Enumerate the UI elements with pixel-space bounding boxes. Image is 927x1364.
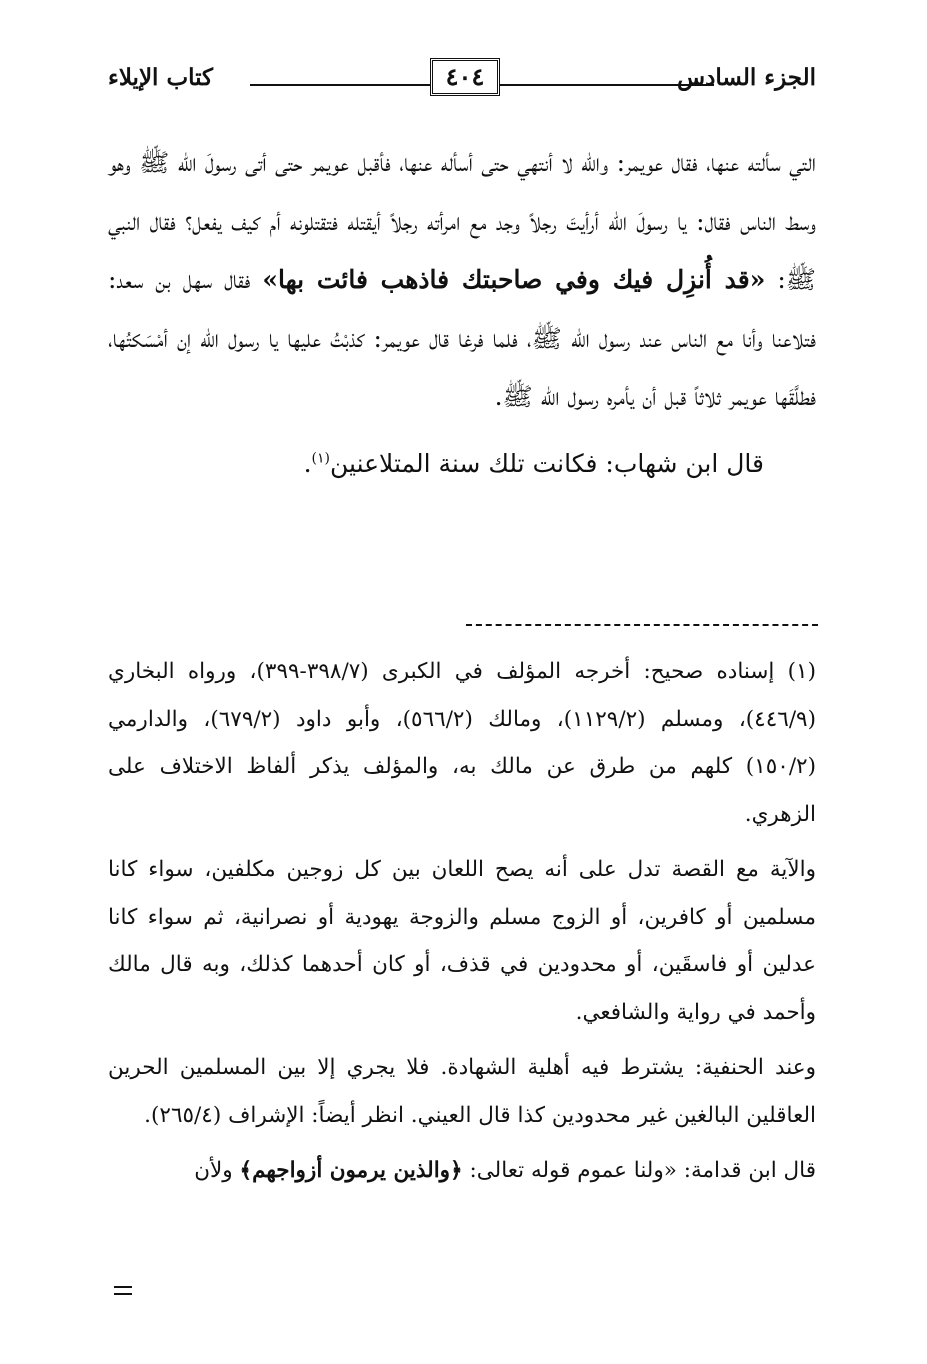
- header-part-title: الجزء السادس: [677, 64, 816, 91]
- continuation-bar-bottom: [114, 1293, 132, 1295]
- hadith-text-2: فقال سهل بن سعد: فتلاعنا وأنا مع الناس عند رسول الله ﷺ، فلما فرغا قال عويمر: كذبْتُ عليها يا رسول الله إن أمْسَكتُها، فطلَّقَها عويمر ثلاثاً قبل أن يأمره رسول الله ﷺ.: [108, 265, 816, 411]
- paragraph-ibn-shihab: [108, 435, 816, 494]
- page-header: [108, 58, 816, 102]
- paragraph-hadith: [108, 134, 816, 427]
- quran-quote: ﴿والذين يرمون أزواجهم﴾: [239, 1158, 463, 1183]
- footnote-ref-1[interactable]: (١): [311, 450, 331, 467]
- header-book-title: كتاب الإيلاء: [108, 64, 214, 91]
- footnote-para-3: وعند الحنفية: يشترط فيه أهلية الشهادة. فلا يجري إلا بين المسلمين الحرين العاقلين البالغين غير محدودين كذا قال العيني. انظر أيضاً: الإشراف (٢٦٥/٤).: [108, 1055, 816, 1128]
- ibn-shihab-text: قال ابن شهاب: فكانت تلك سنة المتلاعنين: [330, 448, 764, 478]
- footnote-1: (١) إسناده صحيح: أخرجه المؤلف في الكبرى (٣٩٨/٧-٣٩٩)، ورواه البخاري (٤٤٦/٩)، ومسلم (١١٢٩/٢)، ومالك (٥٦٦/٢)، وأبو داود (٦٧٩/٢)، والدارمي (١٥٠/٢) كلهم من طرق عن مالك به، والمؤلف يذكر ألفاظ الاختلاف على الزهري.: [108, 659, 816, 827]
- footnote-para-2: والآية مع القصة تدل على أنه يصح اللعان بين كل زوجين مكلفين، سواء كانا مسلمين أو كافرين، أو الزوج مسلم والزوجة يهودية أو نصرانية، ثم سواء كانا عدلين أو فاسقَين، أو محدودين في قذف، أو كان أحدهما كذلك، وبه قال مالك وأحمد في رواية والشافعي.: [108, 857, 816, 1025]
- continuation-bar-top: [114, 1286, 132, 1288]
- ibn-shihab-end: .: [303, 448, 312, 478]
- main-text: [108, 134, 816, 493]
- footnote-separator: [466, 624, 818, 626]
- continuation-mark: [114, 1286, 132, 1300]
- page-number: ٤٠٤: [430, 58, 500, 96]
- footnotes: [108, 648, 816, 1195]
- ibn-qudama-text-1: قال ابن قدامة: «ولنا عموم قوله تعالى:: [462, 1158, 816, 1183]
- ibn-qudama-text-2: ولأن: [194, 1158, 240, 1183]
- footnote-para-4: [108, 1147, 816, 1195]
- prophet-quote: «قد أُنزِل فيك وفي صاحبتك فاذهب فائت بها»: [262, 265, 766, 294]
- hadith-text-1: التي سألته عنها، فقال عويمر: والله لا أنتهي حتى أسأله عنها، فأقبل عويمر حتى أتى رسولَ الله ﷺ وهو وسط الناس فقال: يا رسولَ الله أرأيتَ رجلاً وجد مع امرأته رجلاً أيقتله فتقتلونه أم كيف يفعل؟ فقال النبي ﷺ:: [108, 148, 816, 294]
